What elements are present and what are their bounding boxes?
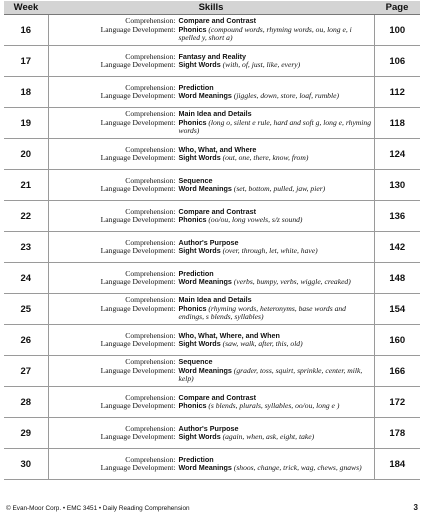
skill-name: Phonics [178,215,207,224]
skill-category: Comprehension: [125,82,176,92]
page-reference: 100 [374,15,420,46]
skills-cell [48,46,374,77]
page-reference: 148 [374,263,420,294]
skill-category: Comprehension: [125,51,176,61]
page-reference: 160 [374,325,420,356]
week-number: 26 [4,325,48,356]
skill-line [49,247,374,256]
skill-value [179,61,374,70]
skill-detail: (compound words, rhyming words, ou, long e, i spelled y, short a) [178,24,352,43]
skill-category: Comprehension: [125,16,176,26]
skills-cell [48,201,374,232]
skill-line [49,340,374,349]
skill-line [49,26,374,43]
skill-name: Sight Words [178,246,221,255]
skill-detail: (again, when, ask, eight, take) [222,432,315,441]
skill-name: Main Idea and Details [178,109,252,119]
table-row [4,201,420,232]
skills-cell [48,294,374,325]
skill-name: Phonics [178,117,207,127]
table-row [4,139,420,170]
skill-detail: (s blends, plurals, syllables, oo/ou, long e ) [208,401,340,410]
skill-name: Sight Words [178,60,221,69]
week-number: 28 [4,387,48,418]
skill-name: Fantasy and Reality [178,51,247,61]
skill-value [179,433,374,442]
table-row [4,387,420,418]
skill-detail: (out, one, there, know, from) [222,153,309,162]
week-header: Week [4,1,48,15]
skills-cell [48,77,374,108]
page-footer [6,503,418,512]
skill-name: Compare and Contrast [178,16,256,26]
skill-value [179,402,374,411]
page-reference: 130 [374,170,420,201]
page-number: 3 [413,503,418,512]
skill-name: Compare and Contrast [178,206,256,216]
skill-name: Phonics [178,24,207,34]
week-number: 17 [4,46,48,77]
skill-value [179,92,374,101]
skill-category: Comprehension: [125,109,176,119]
week-number: 20 [4,139,48,170]
skill-detail: (jiggles, down, store, loaf, rumble) [233,91,339,100]
week-number: 19 [4,108,48,139]
table-row [4,356,420,387]
skill-category: Comprehension: [125,357,176,367]
skill-line [49,61,374,70]
skill-value [179,247,374,256]
table-row [4,232,420,263]
skill-name: Main Idea and Details [178,295,252,305]
skill-category: Language Development: [100,215,176,224]
skills-cell [48,325,374,356]
skill-name: Who, What, and Where [178,144,257,154]
skill-name: Word Meanings [178,184,232,193]
table-row [4,418,420,449]
skill-name: Prediction [178,454,214,464]
week-number: 18 [4,77,48,108]
skill-name: Word Meanings [178,277,232,286]
skill-category: Language Development: [100,60,176,69]
skill-name: Word Meanings [178,91,232,100]
skill-category: Language Development: [100,339,176,348]
week-number: 24 [4,263,48,294]
table-row [4,108,420,139]
skill-detail: (long o, silent e rule, hard and soft g, long e, rhyming words) [178,117,371,136]
skills-table [4,1,420,480]
skill-value [179,26,374,43]
skill-value [179,119,374,136]
skill-value [179,154,374,163]
skills-cell [48,356,374,387]
skill-category: Comprehension: [125,206,176,216]
page-reference: 136 [374,201,420,232]
skill-detail: (set, bottom, pulled, jaw, pier) [233,184,326,193]
skills-cell [48,418,374,449]
skill-category: Language Development: [100,303,176,313]
week-number: 27 [4,356,48,387]
page-reference: 118 [374,108,420,139]
table-row [4,449,420,480]
skill-name: Prediction [178,268,214,278]
skill-value [179,340,374,349]
skill-category: Comprehension: [125,423,176,433]
skill-name: Sight Words [178,153,221,162]
skill-category: Language Development: [100,24,176,34]
skill-line [49,464,374,473]
week-number: 16 [4,15,48,46]
week-number: 22 [4,201,48,232]
page-reference: 166 [374,356,420,387]
skill-category: Comprehension: [125,454,176,464]
skill-category: Language Development: [100,246,176,255]
skill-name: Phonics [178,303,207,313]
table-row [4,294,420,325]
skill-line [49,402,374,411]
table-header-row [4,1,420,15]
skills-cell [48,449,374,480]
skill-line [49,216,374,225]
skill-detail: (saw, walk, after, this, old) [222,339,303,348]
week-number: 30 [4,449,48,480]
skills-header: Skills [48,1,374,15]
page-reference: 112 [374,77,420,108]
skill-line [49,185,374,194]
page-reference: 154 [374,294,420,325]
skill-category: Language Development: [100,432,176,441]
skill-category: Comprehension: [125,144,176,154]
skill-line [49,278,374,287]
skill-category: Comprehension: [125,392,176,402]
table-row [4,263,420,294]
skill-value [179,464,374,473]
table-row [4,15,420,46]
skill-name: Sequence [178,357,213,367]
page-reference: 124 [374,139,420,170]
page-reference: 184 [374,449,420,480]
skill-category: Language Development: [100,365,176,375]
skill-name: Compare and Contrast [178,392,256,402]
skill-name: Prediction [178,82,214,92]
skill-detail: (grader, toss, squirt, sprinkle, center, milk, kelp) [178,365,363,384]
skill-detail: (with, of, just, like, every) [222,60,301,69]
skills-cell [48,108,374,139]
skill-category: Language Development: [100,91,176,100]
skill-detail: (oo/ou, long vowels, s/z sound) [208,215,303,224]
skill-category: Language Development: [100,184,176,193]
table-row [4,46,420,77]
skill-value [179,278,374,287]
skill-line [49,433,374,442]
table-row [4,77,420,108]
week-number: 21 [4,170,48,201]
skill-value [179,305,374,322]
week-number: 25 [4,294,48,325]
skill-category: Language Development: [100,153,176,162]
skill-category: Language Development: [100,463,176,472]
skill-detail: (shoos, change, trick, wag, chews, gnaws) [233,463,362,472]
skill-category: Comprehension: [125,268,176,278]
skill-category: Language Development: [100,277,176,286]
skill-name: Author's Purpose [178,423,239,433]
page-reference: 172 [374,387,420,418]
skills-cell [48,232,374,263]
skill-value [179,185,374,194]
skill-line [49,92,374,101]
page-reference: 178 [374,418,420,449]
skill-category: Comprehension: [125,237,176,247]
skill-name: Sight Words [178,339,221,348]
skills-cell [48,139,374,170]
skill-category: Comprehension: [125,295,176,305]
skill-name: Who, What, Where, and When [178,330,280,340]
table-row [4,325,420,356]
skill-category: Language Development: [100,117,176,127]
footer-copyright: © Evan-Moor Corp. • EMC 3451 • Daily Reading Comprehension [6,505,190,512]
skill-category: Comprehension: [125,175,176,185]
skill-name: Sight Words [178,432,221,441]
skill-value [179,367,374,384]
skill-name: Phonics [178,401,207,410]
week-number: 29 [4,418,48,449]
skill-line [49,119,374,136]
skill-line [49,305,374,322]
skill-detail: (verbs, bumpy, verbs, wiggle, creaked) [233,277,351,286]
skills-cell [48,15,374,46]
skill-line [49,154,374,163]
skills-cell [48,170,374,201]
skill-value [179,216,374,225]
skill-name: Word Meanings [178,365,232,375]
skill-category: Language Development: [100,401,176,410]
skill-name: Word Meanings [178,463,232,472]
page-reference: 106 [374,46,420,77]
skill-line [49,367,374,384]
skill-name: Sequence [178,175,213,185]
week-number: 23 [4,232,48,263]
skills-cell [48,387,374,418]
skill-category: Comprehension: [125,330,176,340]
skills-cell [48,263,374,294]
skill-name: Author's Purpose [178,237,239,247]
skill-detail: (over, through, let, white, have) [222,246,318,255]
table-row [4,170,420,201]
page-header: Page [374,1,420,15]
skill-detail: (rhyming words, heteronyms, base words and endings, s blends, syllables) [178,303,346,322]
page-reference: 142 [374,232,420,263]
